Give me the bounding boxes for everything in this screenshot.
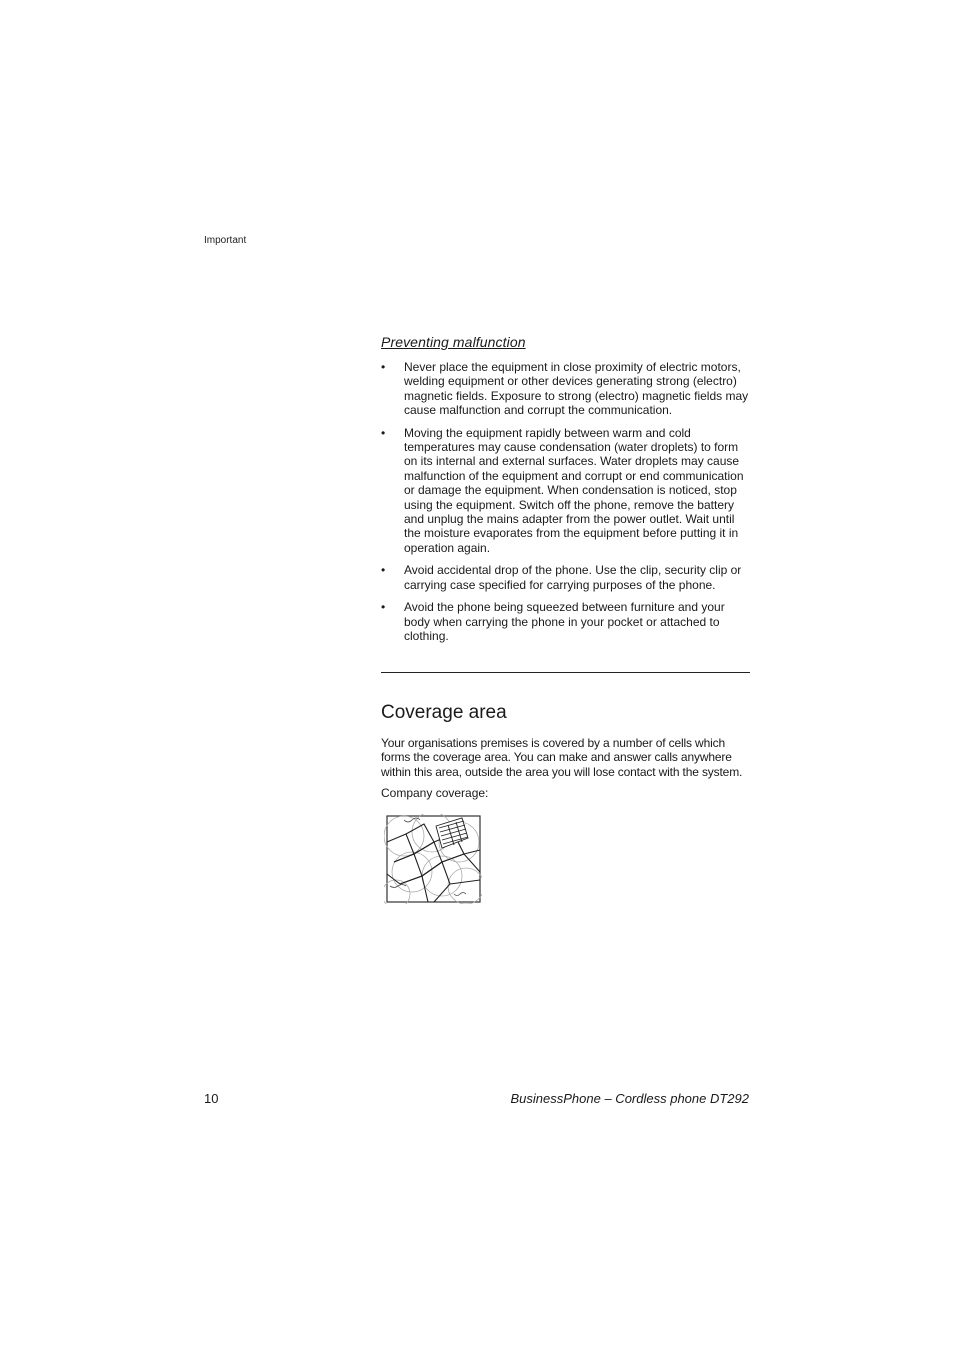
list-item [381, 600, 749, 643]
list-item [381, 563, 749, 592]
list-item-text: Avoid the phone being squeezed between furniture and your body when carrying the phone in your pocket or attached to clothing. [404, 600, 725, 643]
coverage-description: Your organisations premises is covered by a number of cells which forms the coverage area. You can make and answer calls anywhere within this area, outside the area you will lose contact with the system. [381, 736, 743, 779]
preventing-malfunction-section [381, 334, 749, 651]
list-item [381, 426, 749, 556]
coverage-map-illustration [384, 814, 482, 904]
list-item [381, 360, 749, 418]
list-item-text: Never place the equipment in close proximity of electric motors, welding equipment or other devices generating strong (electro) magnetic fields. Exposure to strong (electro) magnetic fields may cause malfunction and corrupt the communication. [404, 360, 749, 418]
document-title: BusinessPhone – Cordless phone DT292 [510, 1091, 749, 1106]
list-item-text: Avoid accidental drop of the phone. Use the clip, security clip or carrying case specified for carrying purposes of the phone. [404, 563, 742, 592]
list-item-text: Moving the equipment rapidly between warm and cold temperatures may cause condensation (water droplets) to form on its internal and external surfaces. Water droplets may cause malfunction of the equipment and corrupt or end communication or damage the equipment. When condensation is noticed, stop using the equipment. Switch off the phone, remove the battery and unplug the mains adapter from the power outlet. Wait until the moisture evaporates from the equipment before putting it in operation again. [404, 425, 744, 555]
page-number: 10 [204, 1091, 219, 1106]
coverage-area-title: Coverage area [381, 702, 507, 723]
bullet-icon: • [381, 425, 386, 440]
bullet-icon: • [381, 563, 386, 578]
coverage-caption: Company coverage: [381, 786, 489, 800]
bullet-icon: • [381, 600, 386, 615]
section-divider [381, 672, 750, 673]
running-header: Important [204, 235, 247, 246]
bullet-icon: • [381, 360, 386, 374]
preventing-malfunction-heading: Preventing malfunction [381, 334, 526, 350]
malfunction-list [381, 360, 749, 643]
